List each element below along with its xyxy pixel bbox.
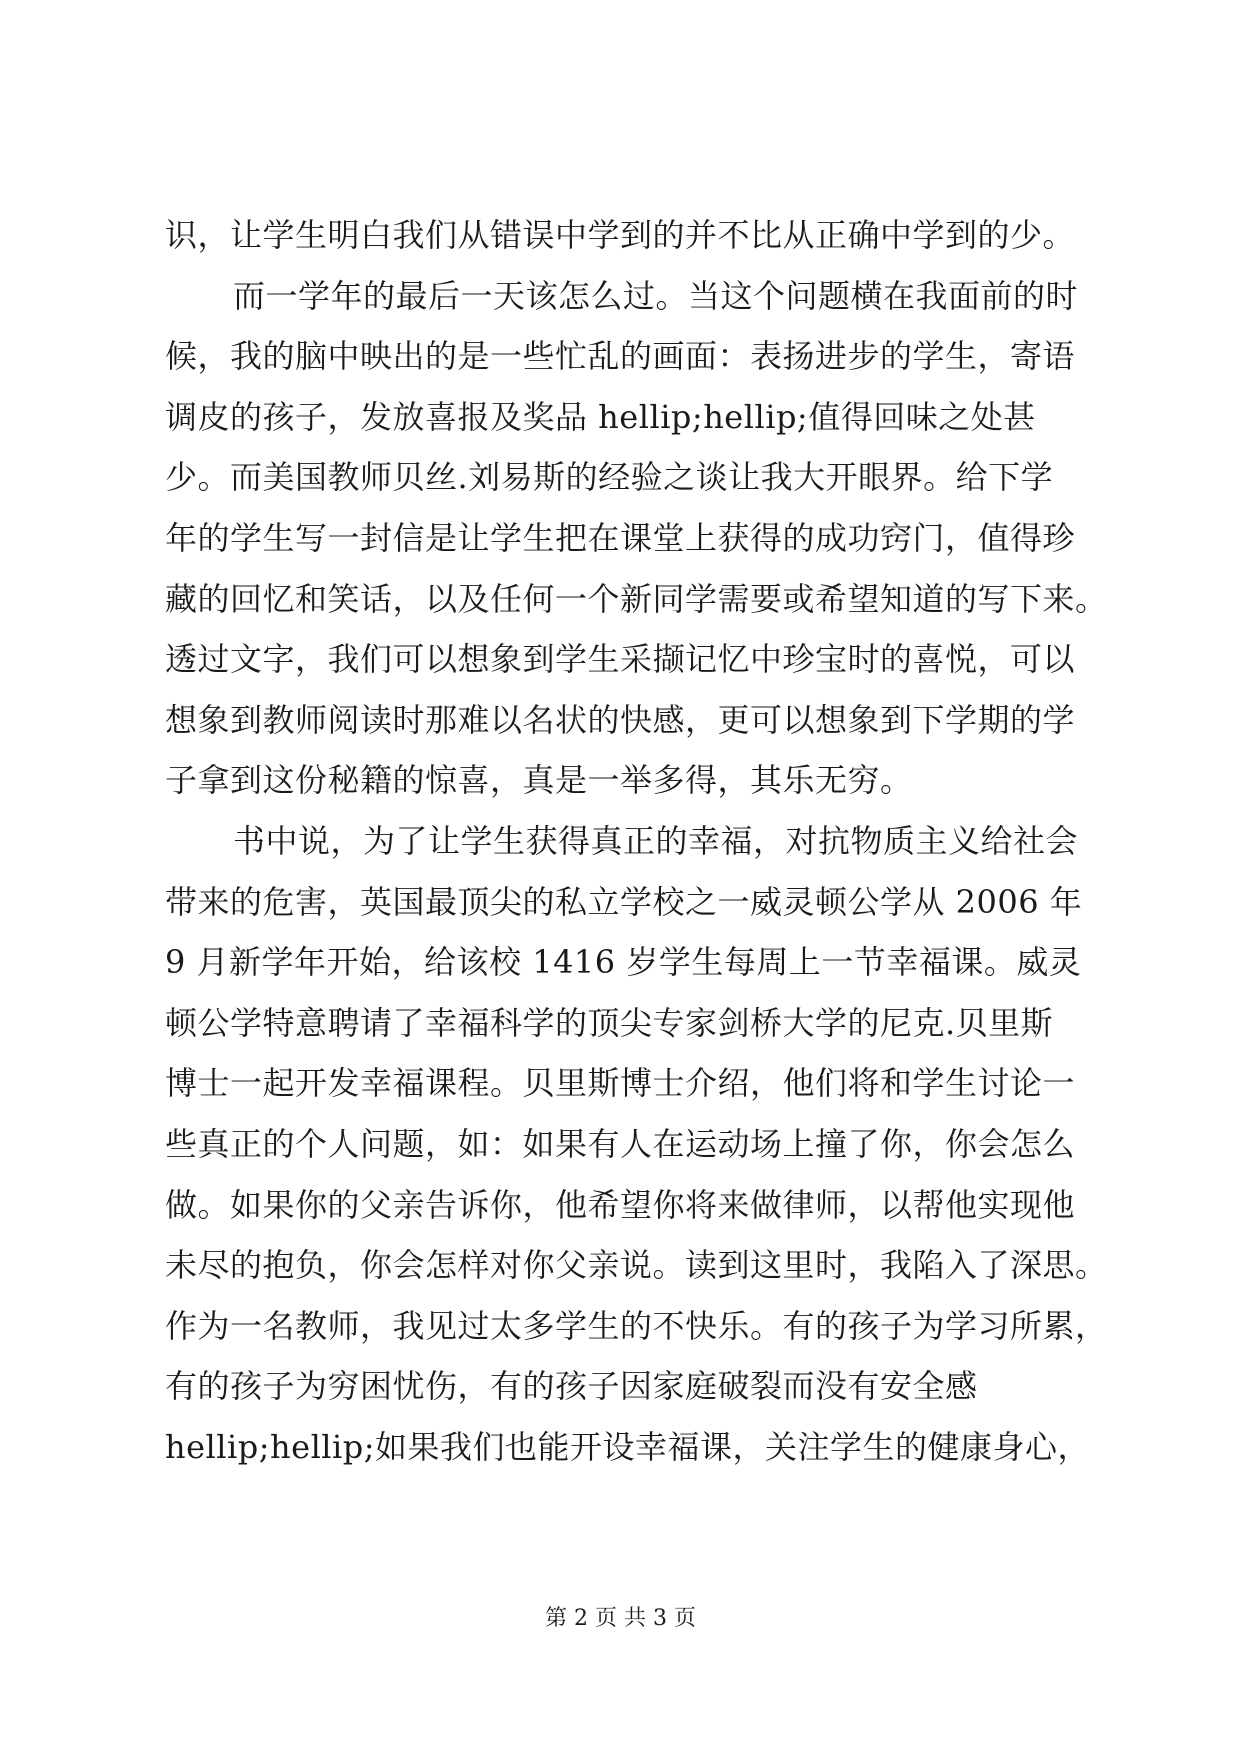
text-line: 未尽的抱负，你会怎样对你父亲说。读到这里时，我陷入了深思。	[165, 1246, 1108, 1285]
text-line: 做。如果你的父亲告诉你，他希望你将来做律师，以帮他实现他	[165, 1185, 1076, 1224]
text-line: 有的孩子为穷困忧伤，有的孩子因家庭破裂而没有安全感	[165, 1367, 978, 1406]
text-line: 顿公学特意聘请了幸福科学的顶尖专家剑桥大学的尼克.贝里斯	[165, 1003, 1054, 1042]
body-text	[165, 205, 1108, 1477]
text-line: 调皮的孩子，发放喜报及奖品 hellip;hellip;值得回味之处甚	[165, 397, 1036, 436]
page-number-footer: 第 2 页 共 3 页	[545, 1606, 696, 1631]
text-line: 透过文字，我们可以想象到学生采撷记忆中珍宝时的喜悦，可以	[165, 640, 1076, 679]
text-line: 子拿到这份秘籍的惊喜，真是一举多得，其乐无穷。	[165, 761, 913, 800]
text-line: 博士一起开发幸福课程。贝里斯博士介绍，他们将和学生讨论一	[165, 1064, 1076, 1103]
text-line: 作为一名教师，我见过太多学生的不快乐。有的孩子为学习所累，	[165, 1306, 1108, 1345]
text-line: 9 月新学年开始，给该校 1416 岁学生每周上一节幸福课。威灵	[165, 943, 1082, 982]
text-line: 而一学年的最后一天该怎么过。当这个问题横在我面前的时	[233, 276, 1079, 315]
text-line: 书中说，为了让学生获得真正的幸福，对抗物质主义给社会	[233, 821, 1079, 860]
text-line: 带来的危害，英国最顶尖的私立学校之一威灵顿公学从 2006 年	[165, 882, 1083, 921]
text-line: 藏的回忆和笑话，以及任何一个新同学需要或希望知道的写下来。	[165, 579, 1108, 618]
text-line: 年的学生写一封信是让学生把在课堂上获得的成功窍门，值得珍	[165, 518, 1076, 557]
text-line: 些真正的个人问题，如：如果有人在运动场上撞了你，你会怎么	[165, 1124, 1076, 1163]
text-line: 候，我的脑中映出的是一些忙乱的画面：表扬进步的学生，寄语	[165, 337, 1076, 376]
text-line: hellip;hellip;如果我们也能开设幸福课，关注学生的健康身心，	[165, 1427, 1091, 1466]
text-line: 识，让学生明白我们从错误中学到的并不比从正确中学到的少。	[165, 216, 1076, 254]
text-line: 想象到教师阅读时那难以名状的快感，更可以想象到下学期的学	[165, 700, 1076, 739]
text-line: 少。而美国教师贝丝.刘易斯的经验之谈让我大开眼界。给下学	[165, 458, 1054, 497]
